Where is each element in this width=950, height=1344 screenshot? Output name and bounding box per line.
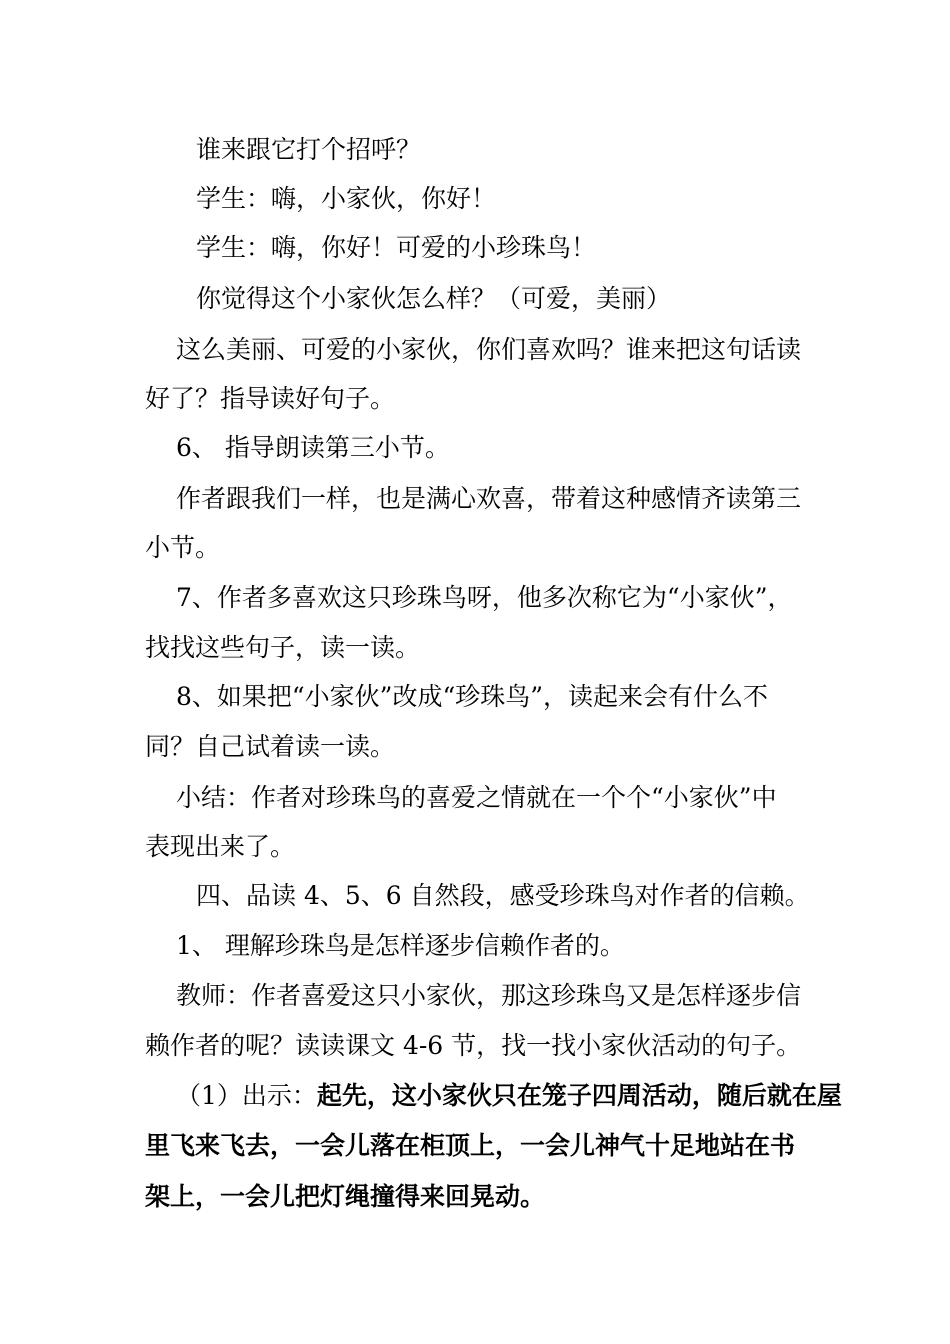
text-line: 作者跟我们一样，也是满心欢喜，带着这种感情齐读第三 bbox=[176, 484, 802, 513]
text-line: 赖作者的呢？读读课文 4-6 节，找一找小家伙活动的句子。 bbox=[145, 1031, 802, 1060]
text-line: 这么美丽、可爱的小家伙，你们喜欢吗？谁来把这句话读 bbox=[176, 335, 802, 364]
text-line: 学生：嗨，你好！可爱的小珍珠鸟！ bbox=[196, 233, 597, 262]
text-line: 小节。 bbox=[145, 533, 221, 562]
text-line: 教师：作者喜爱这只小家伙，那这珍珠鸟又是怎样逐步信 bbox=[176, 981, 802, 1010]
text-line: 谁来跟它打个招呼？ bbox=[196, 135, 422, 164]
text-line: 找找这些句子，读一读。 bbox=[145, 633, 421, 662]
text-line: 8、如果把“小家伙”改成“珍珠鸟”，读起来会有什么不 bbox=[176, 682, 769, 711]
excerpt-prefix: （1）出示： bbox=[176, 1081, 317, 1110]
excerpt-bold-text: 里飞来飞去，一会儿落在柜顶上，一会儿神气十足地站在书 bbox=[145, 1131, 796, 1160]
text-line: 1、 理解珍珠鸟是怎样逐步信赖作者的。 bbox=[176, 931, 625, 960]
text-line: 好了？指导读好句子。 bbox=[145, 384, 396, 413]
text-line: 同？自己试着读一读。 bbox=[145, 732, 396, 761]
section-heading: 四、品读 4、5、6 自然段，感受珍珠鸟对作者的信赖。 bbox=[196, 881, 810, 910]
text-line: 你觉得这个小家伙怎么样？（可爱，美丽） bbox=[196, 284, 672, 313]
excerpt-bold-text: 起先，这小家伙只在笼子四周活动，随后就在屋 bbox=[316, 1081, 842, 1110]
text-line: 6、 指导朗读第三小节。 bbox=[176, 433, 450, 462]
excerpt-line bbox=[0, 1079, 950, 1113]
text-line: 小结：作者对珍珠鸟的喜爱之情就在一个个“小家伙”中 bbox=[176, 783, 777, 812]
excerpt-bold-text: 架上，一会儿把灯绳撞得来回晃动。 bbox=[145, 1182, 546, 1211]
text-line: 表现出来了。 bbox=[145, 832, 296, 861]
text-line: 7、作者多喜欢这只珍珠鸟呀，他多次称它为“小家伙”， bbox=[176, 583, 793, 612]
text-line: 学生：嗨，小家伙，你好！ bbox=[196, 184, 497, 213]
